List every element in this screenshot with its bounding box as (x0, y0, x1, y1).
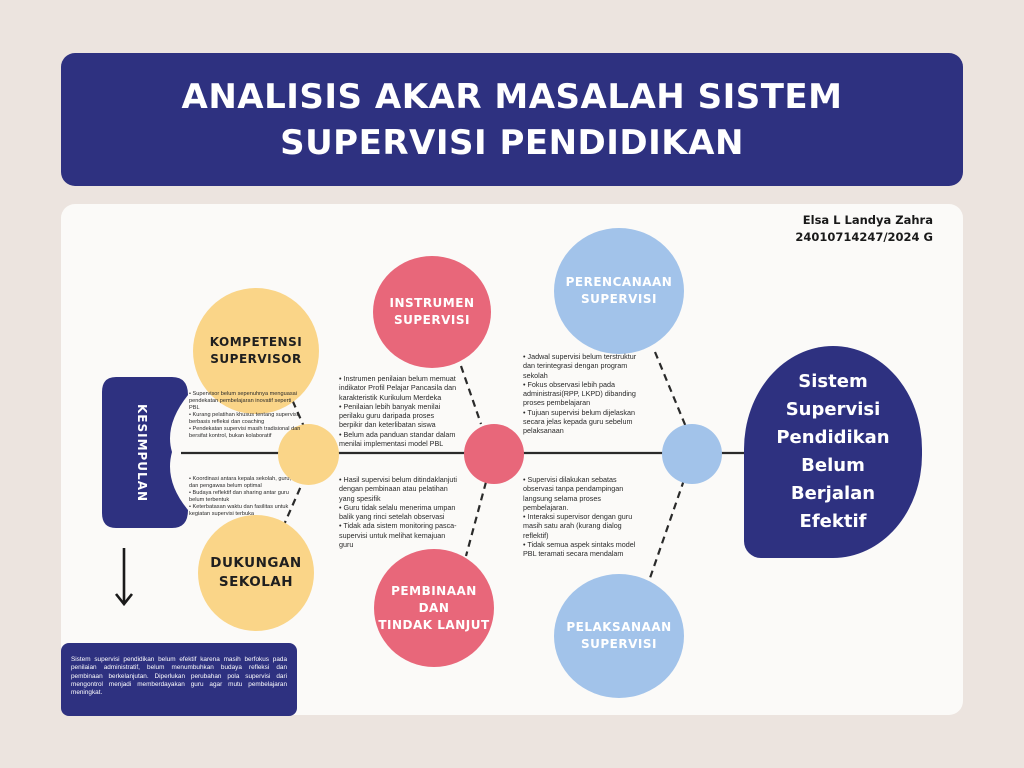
dukungan-bullets (189, 476, 301, 518)
bone-instrumen (461, 366, 481, 424)
instrumen-bullets (339, 374, 459, 448)
category-dukungan (198, 515, 314, 631)
category-perencanaan-label: PERENCANAAN SUPERVISI (565, 275, 673, 306)
category-instrumen (373, 256, 491, 368)
perencanaan-bullets (523, 352, 643, 436)
category-dukungan-label: DUKUNGAN SEKOLAH (210, 555, 302, 590)
kompetensi-bullets (189, 391, 301, 440)
diagram-panel (61, 204, 963, 715)
perencanaan-bullets-text: • Jadwal supervisi belum terstruktur dan terintegrasi dengan program sekolah • Fokus observasi lebih pada administrasi(RPP, LKPD) dibanding proses pembelajaran • Tujuan supervisi belum dijelaskan secara jelas kepada guru sebelum pelaksanaan (523, 352, 637, 436)
kesimpulan-label (102, 377, 182, 528)
bone-pembinaan (466, 482, 486, 556)
bone-pelaksanaan (650, 480, 684, 578)
category-kompetensi-label: KOMPETENSI SUPERVISOR (209, 335, 303, 366)
instrumen-bullets-text: • Instrumen penilaian belum memuat indikator Profil Pelajar Pancasila dan karakteristik Kurikulum Merdeka • Penilaian lebih banyak menilai perilaku guru daripada proses berpikir dan keterlibatan siswa • Belum ada panduan standar dalam menilai implementasi model PBL (339, 374, 457, 449)
category-perencanaan (554, 228, 684, 354)
category-pelaksanaan (554, 574, 684, 698)
author-name: Elsa L Landya Zahra (802, 213, 933, 227)
pelaksanaan-bullets-text: • Supervisi dilakukan sebatas observasi tanpa pendampingan langsung selama proses pembelajaran. • Interaksi supervisor dengan guru masih satu arah (kurang dialog reflektif) • Tidak semua aspek sintaks model PBL teramati secara mendalam (523, 475, 636, 559)
page-title: ANALISIS AKAR MASALAH SISTEM SUPERVISI PENDIDIKAN (181, 76, 843, 163)
bone-perencanaan (655, 352, 686, 427)
title-banner (61, 53, 963, 186)
author-id: 24010714247/2024 G (795, 230, 933, 244)
conclusion-text: Sistem supervisi pendidikan belum efektif karena masih berfokus pada penilaian administratif, belum menumbuhkan budaya refleksi dan pembinaan berkelanjutan. Diperlukan perubahan pola supervisi dari mengontrol menjadi memberdayakan guru agar mutu pembelajaran meningkat. (71, 656, 287, 697)
category-instrumen-label: INSTRUMEN SUPERVISI (389, 296, 475, 327)
pembinaan-bullets-text: • Hasil supervisi belum ditindaklanjuti dengan pembinaan atau pelatihan yang spesifik • Guru tidak selalu menerima umpan balik yang rinci setelah observasi • Tidak ada sistem monitoring pasca-supervisi untuk melihat kemajuan guru (339, 475, 457, 550)
node-perencanaan (662, 424, 722, 484)
dukungan-bullets-text: • Koordinasi antara kepala sekolah, guru, dan pengawas belum optimal • Budaya reflektif dan sharing antar guru belum terbentuk • Keterbatasan waktu dan fasilitas untuk kegiatan supervisi terbuka (189, 476, 292, 517)
pembinaan-bullets (339, 475, 459, 549)
effect-head (744, 346, 922, 558)
node-instrumen (464, 424, 524, 484)
kompetensi-bullets-text: • Supervisor belum sepenuhnya menguasai pendekatan pembelajaran inovatif seperti PBL • Kurang pelatihan khusus tentang supervisi berbasis refleksi dan coaching • Pendekatan supervisi masih tradisional dan bersifat kontrol, bukan kolaboratif (189, 391, 301, 439)
category-pelaksanaan-label: PELAKSANAAN SUPERVISI (566, 620, 672, 651)
pelaksanaan-bullets (523, 475, 643, 559)
category-pembinaan (374, 549, 494, 667)
arrow-down-icon (113, 548, 135, 608)
category-pembinaan-label: PEMBINAAN DAN TINDAK LANJUT (378, 583, 490, 632)
conclusion-box (61, 643, 297, 716)
effect-text: Sistem Supervisi Pendidikan Belum Berjalan Efektif (776, 371, 890, 532)
kesimpulan-label-text: KESIMPULAN (135, 403, 149, 502)
